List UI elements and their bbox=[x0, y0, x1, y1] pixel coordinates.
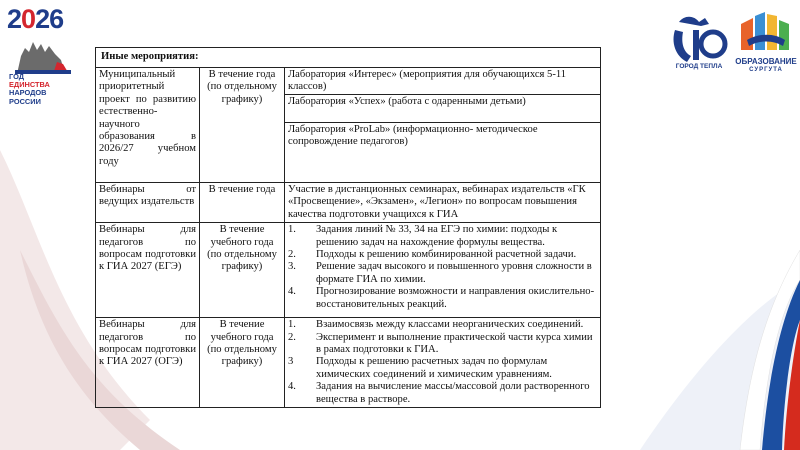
content-cell bbox=[285, 318, 601, 408]
content-cell bbox=[285, 223, 601, 318]
table-heading: Иные мероприятия: bbox=[95, 47, 601, 67]
period-cell: В течение учебного года (по отдельному графику) bbox=[200, 318, 285, 408]
event-cell: Муниципальный приоритетный проект по развитию естественно-научного образования в 2026/27 учебном году bbox=[96, 68, 200, 183]
year-number: 2026 bbox=[7, 4, 64, 34]
list-item: 3 Подходы к решению расчетных задач по формулам химических соединений и химическим уравнениям. bbox=[288, 356, 552, 380]
year-of-unity-logo bbox=[5, 4, 95, 104]
list-item: 4. Прогнозирование возможности и направления окислительно-восстановительных реакций. bbox=[288, 286, 595, 310]
sub-item: Лаборатория «Интерес» (мероприятия для обучающихся 5-11 классов) bbox=[285, 68, 600, 95]
year-caption: ГОД ЕДИНСТВА НАРОДОВ РОССИИ bbox=[9, 72, 50, 106]
list-item: 4. Задания на вычисление массы/массовой доли растворенного вещества в растворе. bbox=[288, 381, 590, 405]
event-cell: Вебинары для педагогов по вопросам подготовки к ГИА 2027 (ОГЭ) bbox=[96, 318, 200, 408]
list-item: 1. Взаимосвязь между классами неорганических соединений. bbox=[288, 319, 584, 331]
content-cell: Участие в дистанционных семинарах, вебинарах издательств «ГК «Просвещение», «Экзамен», «Легион» по вопросам повышения качества подготовки учащихся к ГИА bbox=[285, 183, 601, 223]
content-cell bbox=[285, 68, 601, 183]
russian-flag-decoration bbox=[710, 250, 800, 450]
events-table bbox=[95, 47, 601, 408]
sub-item: Лаборатория «ProLab» (информационно- методическое сопровождение педагогов) bbox=[288, 124, 538, 148]
sub-item: Лаборатория «Успех» (работа с одаренными детьми) bbox=[285, 95, 600, 123]
period-cell: В течение года bbox=[200, 183, 285, 223]
list-item: 2. Подходы к решению комбинированной расчетной задачи. bbox=[288, 249, 577, 261]
monument-icon bbox=[13, 34, 73, 74]
education-surgut-caption: ОБРАЗОВАНИЕ СУРГУТА bbox=[735, 57, 797, 73]
list-item: 2. Эксперимент и выполнение практической части курса химии в рамах подготовки к ГИА. bbox=[288, 331, 593, 356]
table-row bbox=[96, 183, 601, 223]
table-row bbox=[96, 223, 601, 318]
event-cell: Вебинары от ведущих издательств bbox=[96, 183, 200, 223]
list-item: 1. Задания линий № 33, 34 на ЕГЭ по химии: подходы к решению задач на нахождение формулы вещества. bbox=[288, 224, 558, 248]
surgut-caption: ГОРОД ТЕПЛА bbox=[675, 63, 723, 70]
period-cell: В течение года (по отдельному графику) bbox=[200, 68, 285, 183]
table-row bbox=[96, 318, 601, 408]
event-cell: Вебинары для педагогов по вопросам подготовки к ГИА 2027 (ЕГЭ) bbox=[96, 223, 200, 318]
list-item: 3. Решение задач высокого и повышенного уровня сложности в формате ГИА по химии. bbox=[288, 261, 592, 285]
table-row bbox=[96, 68, 601, 183]
period-cell: В течение учебного года (по отдельному графику) bbox=[200, 223, 285, 318]
